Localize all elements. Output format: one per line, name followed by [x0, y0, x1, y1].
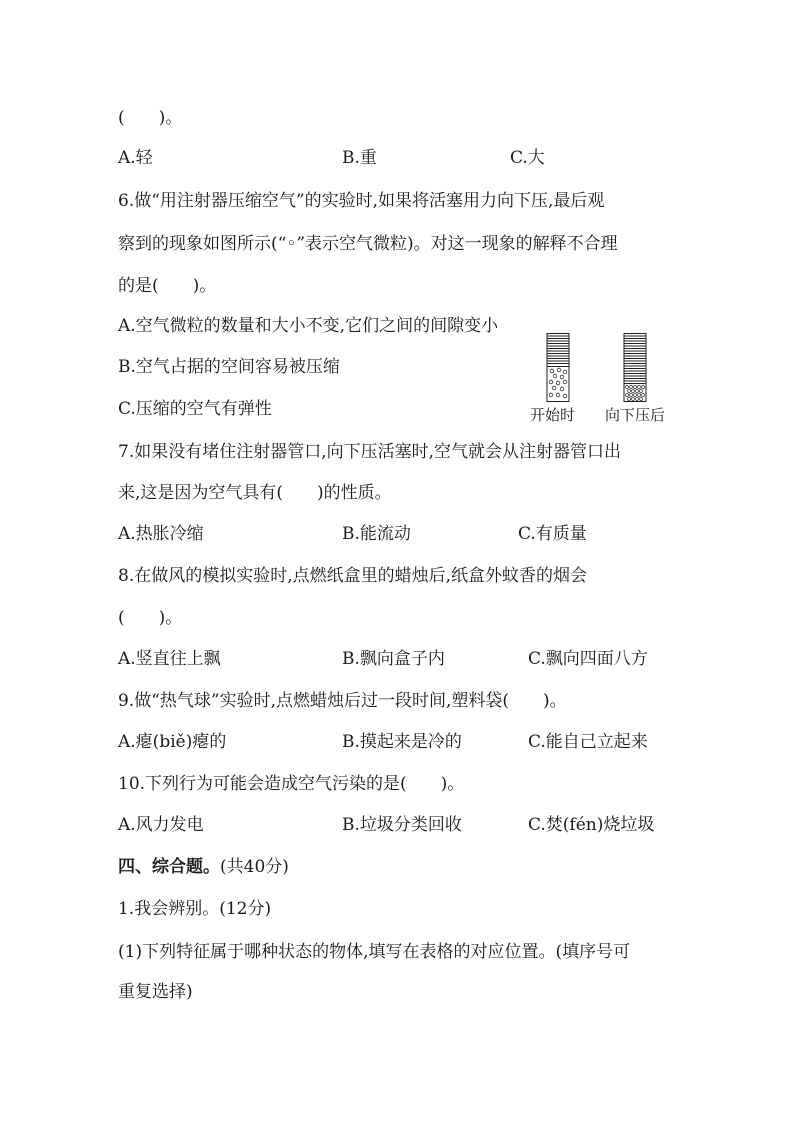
q9-option-c: C.能自己立起来 — [528, 732, 648, 752]
q9-option-b: B.摸起来是冷的 — [342, 732, 462, 752]
syringe-after-figure — [622, 333, 648, 403]
section-4-heading: 四、综合题。 — [118, 857, 220, 877]
syringe-after-plunger — [624, 334, 646, 384]
syringe-before-plunger — [547, 334, 569, 367]
q6-stem-line1: 6.做“用注射器压缩空气”的实验时,如果将活塞用力向下压,最后观 — [118, 191, 605, 211]
q8-stem-line1: 8.在做风的模拟实验时,点燃纸盒里的蜡烛后,纸盒外蚊香的烟会 — [118, 566, 588, 586]
q8-option-a: A.竖直往上飘 — [118, 649, 221, 669]
q8-option-b: B.飘向盒子内 — [342, 649, 445, 669]
q10-option-c: C.焚(fén)烧垃圾 — [528, 815, 655, 835]
q6-stem-line2: 察到的现象如图所示(“◦”表示空气微粒)。对这一现象的解释不合理 — [118, 234, 618, 254]
q8-option-c: C.飘向四面八方 — [528, 649, 648, 669]
q7-stem-line2: 来,这是因为空气具有( )的性质。 — [118, 483, 392, 503]
q6-option-a: A.空气微粒的数量和大小不变,它们之间的间隙变小 — [118, 316, 499, 336]
q10-option-a: A.风力发电 — [118, 815, 204, 835]
q5-option-a: A.轻 — [118, 148, 153, 168]
q8-stem-line2: ( )。 — [118, 608, 183, 628]
syringe-before-figure — [545, 333, 571, 403]
q9-option-a: A.瘪(biě)瘪的 — [118, 732, 227, 752]
q10-option-b: B.垃圾分类回收 — [342, 815, 462, 835]
q5-option-c: C.大 — [510, 148, 545, 168]
section-4-score: (共40分) — [220, 857, 289, 877]
q7-option-a: A.热胀冷缩 — [118, 524, 204, 544]
section-4-title — [118, 855, 289, 879]
q10-stem: 10.下列行为可能会造成空气污染的是( )。 — [118, 774, 465, 794]
q7-stem-line1: 7.如果没有堵住注射器管口,向下压活塞时,空气就会从注射器管口出 — [118, 442, 622, 462]
s4-q1-sub1-line2: 重复选择) — [118, 982, 193, 1002]
q7-option-c: C.有质量 — [518, 524, 587, 544]
q5-option-b: B.重 — [342, 148, 377, 168]
figure-caption-after: 向下压后 — [605, 406, 666, 424]
s4-q1-sub1-line1: (1)下列特征属于哪种状态的物体,填写在表格的对应位置。(填序号可 — [118, 942, 631, 962]
q7-option-b: B.能流动 — [342, 524, 411, 544]
q6-stem-line3: 的是( )。 — [118, 276, 217, 296]
q6-option-b: B.空气占据的空间容易被压缩 — [118, 357, 340, 377]
q6-option-c: C.压缩的空气有弹性 — [118, 399, 272, 419]
s4-q1-title: 1.我会辨别。(12分) — [118, 899, 272, 919]
q5-blank: ( )。 — [118, 108, 183, 128]
q9-stem: 9.做“热气球”实验时,点燃蜡烛后过一段时间,塑料袋( )。 — [118, 691, 567, 711]
figure-caption-before: 开始时 — [530, 406, 576, 424]
